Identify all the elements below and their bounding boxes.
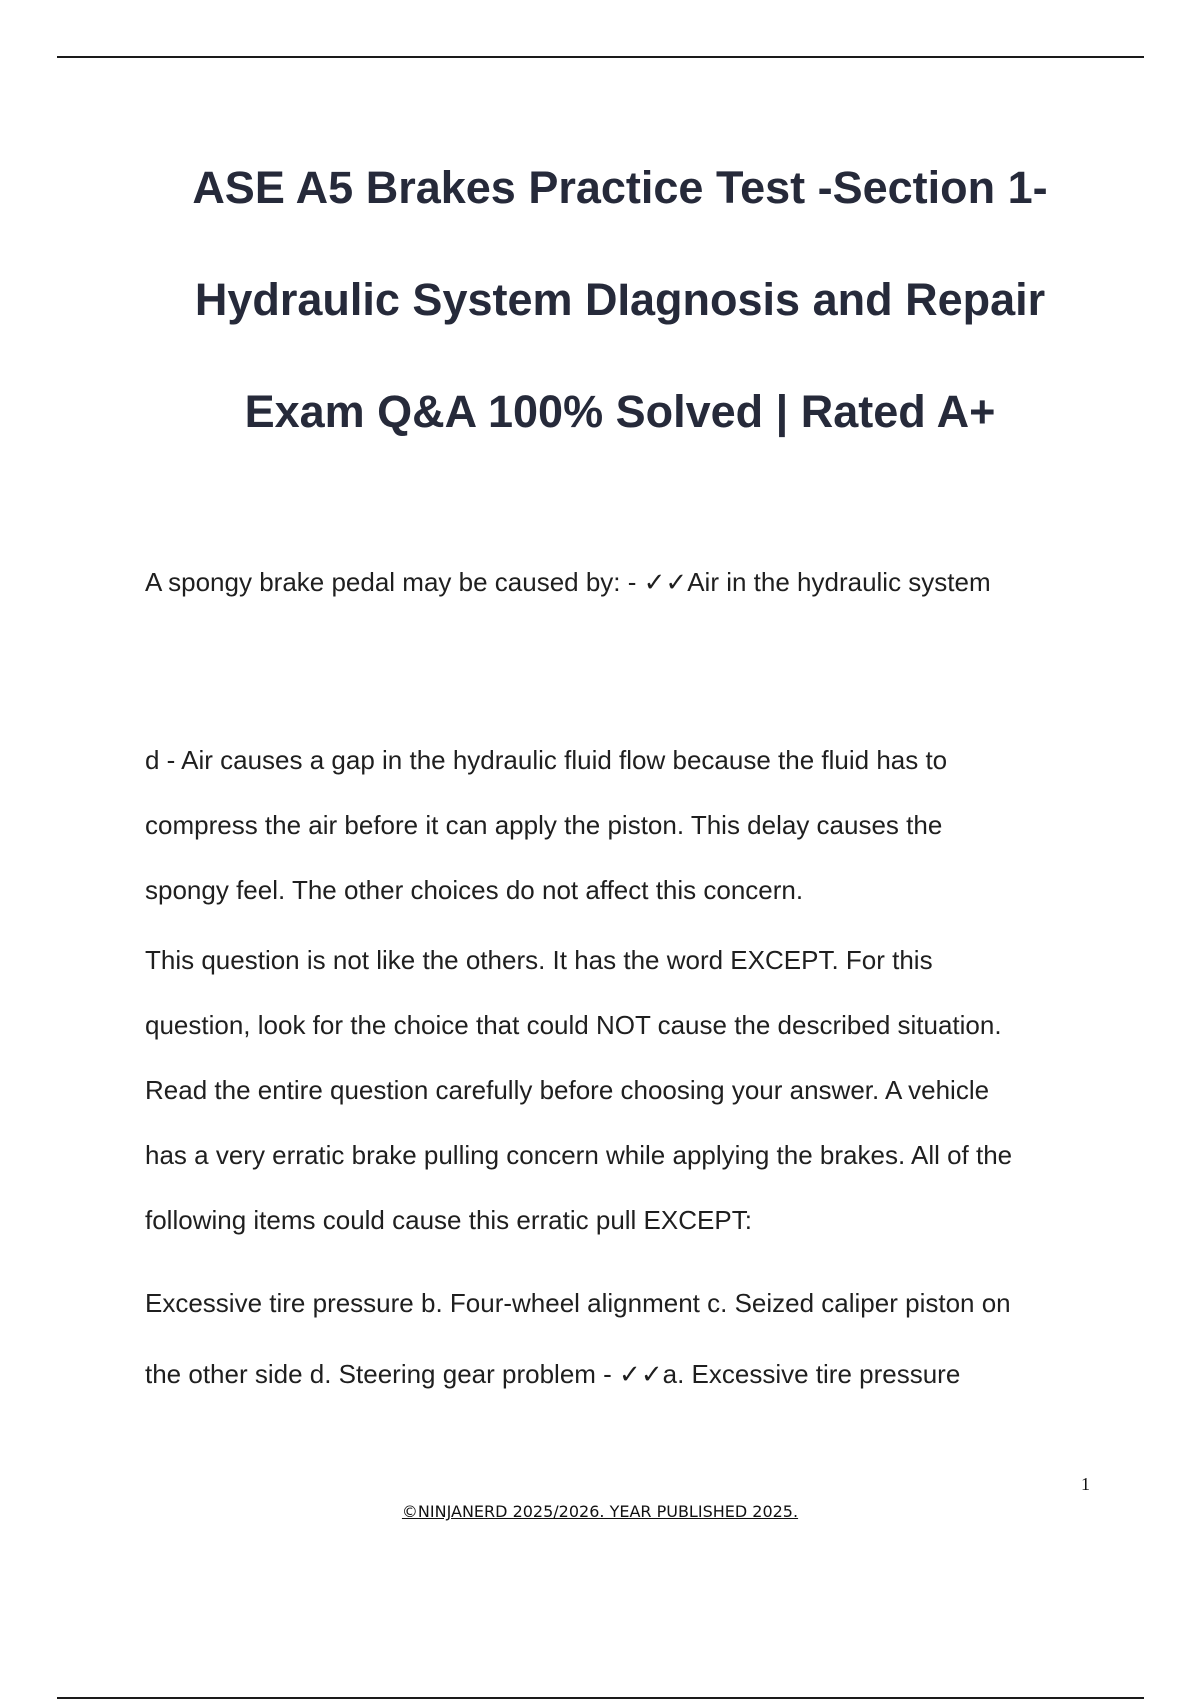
question-2-stem xyxy=(145,928,1105,1253)
question-1 xyxy=(145,560,1105,604)
choices-line: the other side d. Steering gear problem - ✓✓a. Excessive tire pressure xyxy=(145,1359,961,1389)
question-2-choices xyxy=(145,1268,1105,1410)
question-2-line: following items could cause this erratic pull EXCEPT: xyxy=(145,1205,752,1235)
question-2-line: Read the entire question carefully before choosing your answer. A vehicle xyxy=(145,1075,990,1105)
question-2-line: This question is not like the others. It has the word EXCEPT. For this xyxy=(145,945,933,975)
question-2-line: question, look for the choice that could NOT cause the described situation. xyxy=(145,1010,1002,1040)
bottom-rule xyxy=(57,1697,1144,1699)
top-rule xyxy=(57,56,1144,58)
explanation-line: compress the air before it can apply the piston. This delay causes the xyxy=(145,810,943,840)
title-line-3: Exam Q&A 100% Solved | Rated A+ xyxy=(244,386,996,437)
title-line-1: ASE A5 Brakes Practice Test -Section 1- xyxy=(192,162,1048,213)
document-title xyxy=(100,132,1140,468)
choices-line: Excessive tire pressure b. Four-wheel alignment c. Seized caliper piston on xyxy=(145,1288,1011,1318)
question-1-text: A spongy brake pedal may be caused by: - ✓✓Air in the hydraulic system xyxy=(145,567,991,597)
copyright-footer: ©NINJANERD 2025/2026. YEAR PUBLISHED 2025. xyxy=(401,1502,799,1521)
title-line-2: Hydraulic System DIagnosis and Repair xyxy=(194,274,1046,325)
explanation-line: d - Air causes a gap in the hydraulic fluid flow because the fluid has to xyxy=(145,745,948,775)
page-number: 1 xyxy=(1081,1474,1090,1494)
explanation-line: spongy feel. The other choices do not affect this concern. xyxy=(145,875,804,905)
answer-explanation xyxy=(145,728,1105,923)
question-2-line: has a very erratic brake pulling concern while applying the brakes. All of the xyxy=(145,1140,1013,1170)
